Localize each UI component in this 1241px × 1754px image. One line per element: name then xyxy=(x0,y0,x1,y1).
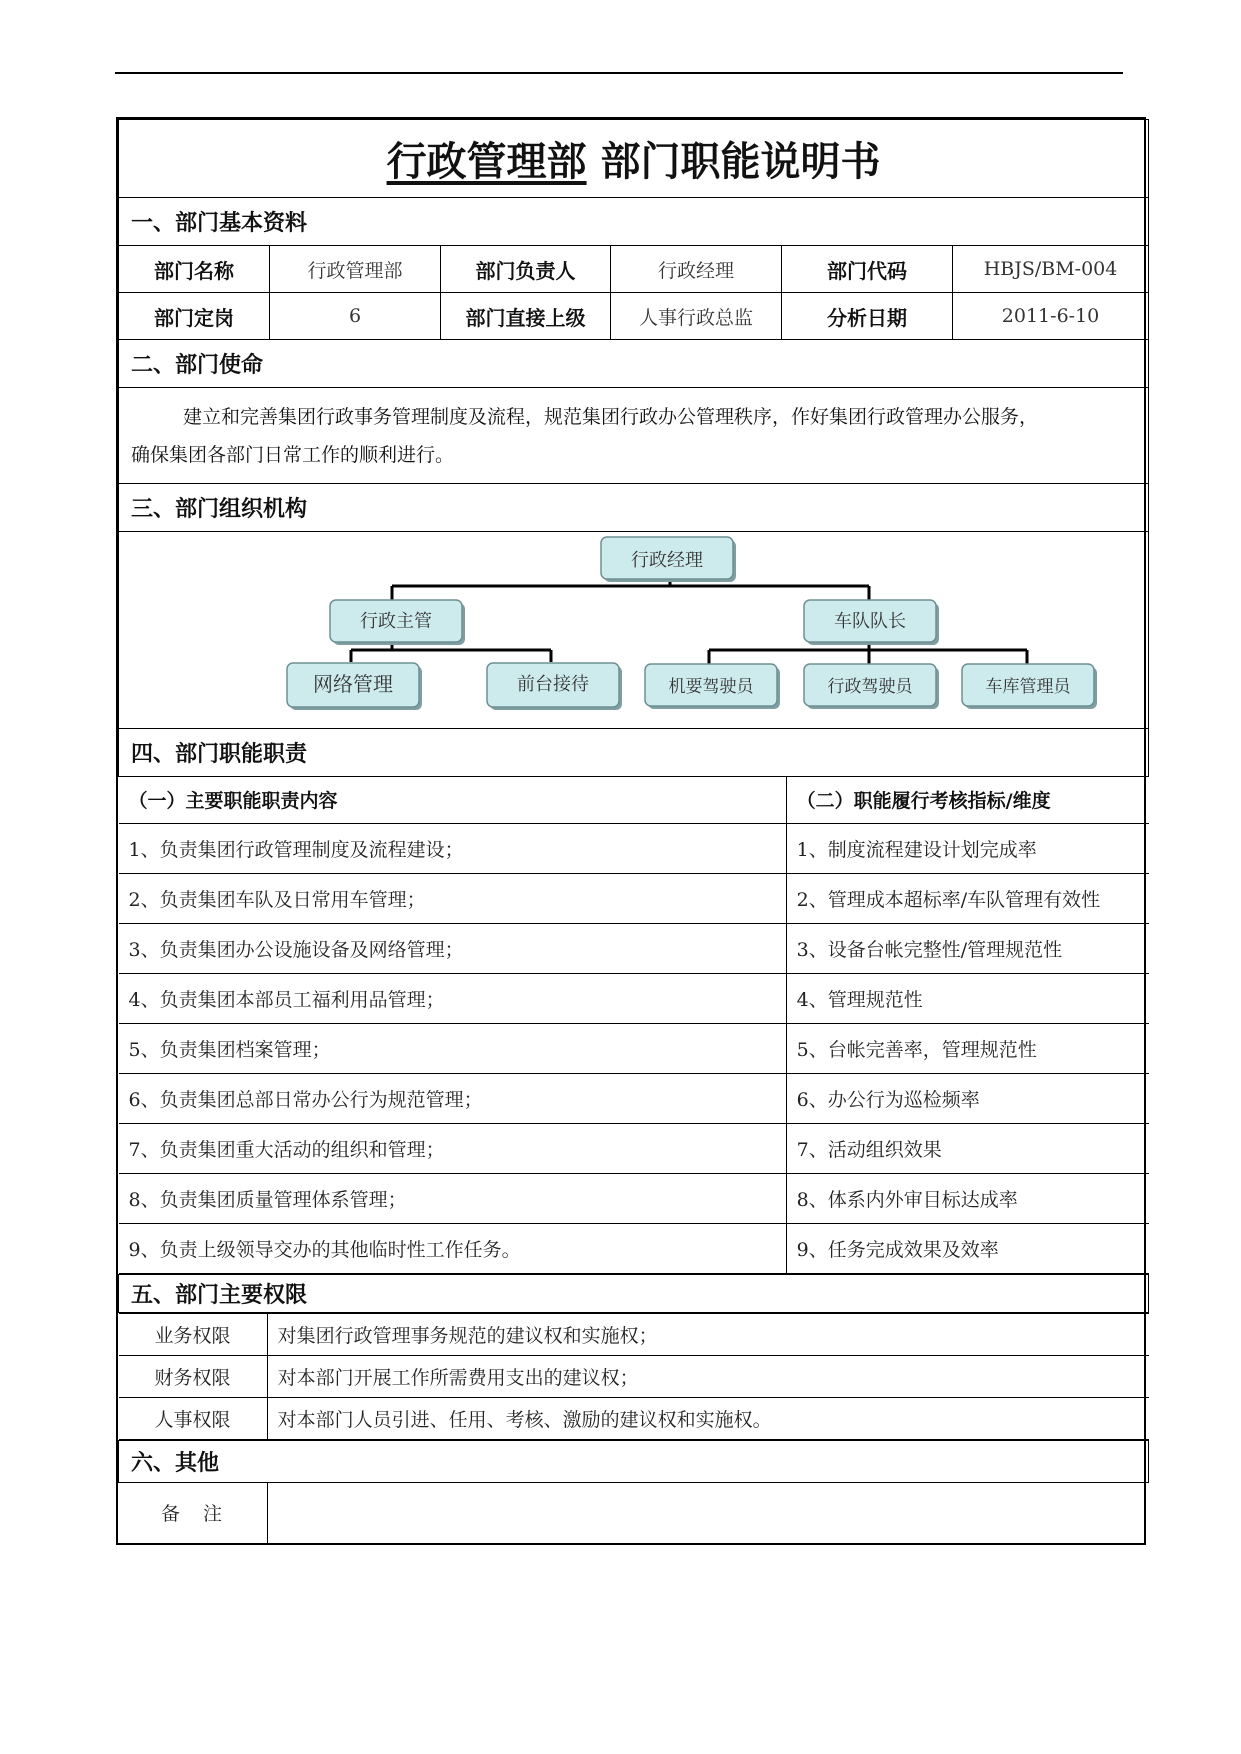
duty-row xyxy=(119,823,1149,873)
section-duties-heading: 四、部门职能职责 xyxy=(119,729,1149,777)
mission-text xyxy=(119,388,1149,484)
org-node-confidential-driver xyxy=(645,664,780,709)
duty-text: 4、负责集团本部员工福利用品管理； xyxy=(119,973,787,1023)
value-analysis-date: 2011-6-10 xyxy=(953,293,1149,340)
duty-kpi: 5、台帐完善率，管理规范性 xyxy=(786,1023,1148,1073)
value-dept-name: 行政管理部 xyxy=(270,246,441,293)
duty-kpi: 9、任务完成效果及效率 xyxy=(786,1223,1148,1273)
remarks-value xyxy=(267,1483,1148,1543)
duty-kpi: 3、设备台帐完整性/管理规范性 xyxy=(786,923,1148,973)
label-dept-name: 部门名称 xyxy=(119,246,270,293)
duty-kpi: 8、体系内外审目标达成率 xyxy=(786,1173,1148,1223)
duty-row xyxy=(119,1073,1149,1123)
label-dept-code: 部门代码 xyxy=(782,246,953,293)
section-org-heading: 三、部门组织机构 xyxy=(119,484,1149,532)
authority-label: 业务权限 xyxy=(119,1313,268,1355)
duty-row xyxy=(119,973,1149,1023)
duty-kpi: 1、制度流程建设计划完成率 xyxy=(786,823,1148,873)
duty-row xyxy=(119,1223,1149,1273)
org-label-supervisor: 行政主管 xyxy=(360,611,432,632)
duties-right-header: （二）职能履行考核指标/维度 xyxy=(786,777,1148,823)
org-node-reception xyxy=(487,663,622,710)
org-node-manager xyxy=(601,537,736,582)
duty-text: 7、负责集团重大活动的组织和管理； xyxy=(119,1123,787,1173)
other-table-cell xyxy=(119,1482,1149,1543)
org-node-fleet-captain xyxy=(804,600,939,645)
authority-value: 对本部门人员引进、任用、考核、激励的建议权和实施权。 xyxy=(267,1397,1148,1439)
value-dept-head: 行政经理 xyxy=(611,246,782,293)
remarks-label: 备 注 xyxy=(119,1483,268,1543)
section-authority-heading: 五、部门主要权限 xyxy=(119,1274,1149,1312)
label-superior: 部门直接上级 xyxy=(441,293,611,340)
org-label-network: 网络管理 xyxy=(313,672,393,696)
basic-row-2 xyxy=(119,293,1149,340)
org-node-garage-manager xyxy=(962,664,1097,709)
document-title xyxy=(119,120,1149,198)
document-table xyxy=(118,119,1149,1543)
duty-text: 8、负责集团质量管理体系管理； xyxy=(119,1173,787,1223)
authority-value: 对本部门开展工作所需费用支出的建议权； xyxy=(267,1355,1148,1397)
duty-kpi: 2、管理成本超标率/车队管理有效性 xyxy=(786,873,1148,923)
org-label-garage-manager: 车库管理员 xyxy=(985,677,1071,697)
section-other-heading: 六、其他 xyxy=(119,1440,1149,1482)
org-chart xyxy=(119,532,1145,728)
duty-text: 3、负责集团办公设施设备及网络管理； xyxy=(119,923,787,973)
header-rule xyxy=(115,72,1123,74)
mission-line-2: 确保集团各部门日常工作的顺利进行。 xyxy=(131,443,455,466)
org-node-admin-driver xyxy=(804,664,939,709)
authority-table-cell xyxy=(119,1312,1149,1440)
basic-row-1 xyxy=(119,246,1149,293)
label-dept-head: 部门负责人 xyxy=(441,246,611,293)
authority-row xyxy=(119,1313,1149,1355)
org-node-supervisor xyxy=(330,600,465,645)
org-node-network xyxy=(287,663,422,710)
authority-label: 人事权限 xyxy=(119,1397,268,1439)
section-basic-heading: 一、部门基本资料 xyxy=(119,198,1149,246)
department-function-document xyxy=(116,117,1146,1545)
remarks-row xyxy=(119,1483,1149,1543)
duty-row xyxy=(119,1123,1149,1173)
label-analysis-date: 分析日期 xyxy=(782,293,953,340)
duties-table-cell xyxy=(119,777,1149,1275)
org-label-manager: 行政经理 xyxy=(631,550,703,571)
duty-row xyxy=(119,1173,1149,1223)
duty-kpi: 4、管理规范性 xyxy=(786,973,1148,1023)
org-chart-cell xyxy=(119,532,1149,729)
authority-row xyxy=(119,1397,1149,1439)
duty-text: 9、负责上级领导交办的其他临时性工作任务。 xyxy=(119,1223,787,1273)
authority-value: 对集团行政管理事务规范的建议权和实施权； xyxy=(267,1313,1148,1355)
org-label-confidential-driver: 机要驾驶员 xyxy=(668,677,754,697)
duty-row xyxy=(119,923,1149,973)
org-label-reception: 前台接待 xyxy=(517,674,589,695)
duty-row xyxy=(119,873,1149,923)
value-headcount: 6 xyxy=(270,293,441,340)
duty-row xyxy=(119,1023,1149,1073)
title-department: 行政管理部 xyxy=(386,139,587,185)
org-label-fleet-captain: 车队队长 xyxy=(834,611,906,632)
authority-label: 财务权限 xyxy=(119,1355,268,1397)
mission-line-1: 建立和完善集团行政事务管理制度及流程，规范集团行政办公管理秩序，作好集团行政管理办公服务， xyxy=(183,405,1039,428)
authority-row xyxy=(119,1355,1149,1397)
duty-text: 1、负责集团行政管理制度及流程建设； xyxy=(119,823,787,873)
authority-table xyxy=(119,1313,1149,1440)
label-headcount: 部门定岗 xyxy=(119,293,270,340)
value-dept-code: HBJS/BM-004 xyxy=(953,246,1149,293)
duty-text: 5、负责集团档案管理； xyxy=(119,1023,787,1073)
title-doc-type: 部门职能说明书 xyxy=(586,139,881,185)
duty-text: 2、负责集团车队及日常用车管理； xyxy=(119,873,787,923)
duties-left-header: （一）主要职能职责内容 xyxy=(119,777,787,823)
section-mission-heading: 二、部门使命 xyxy=(119,340,1149,388)
duty-kpi: 6、办公行为巡检频率 xyxy=(786,1073,1148,1123)
duty-text: 6、负责集团总部日常办公行为规范管理； xyxy=(119,1073,787,1123)
value-superior: 人事行政总监 xyxy=(611,293,782,340)
duty-kpi: 7、活动组织效果 xyxy=(786,1123,1148,1173)
org-label-admin-driver: 行政驾驶员 xyxy=(827,677,913,697)
duties-table xyxy=(119,777,1149,1274)
other-table xyxy=(119,1483,1149,1543)
